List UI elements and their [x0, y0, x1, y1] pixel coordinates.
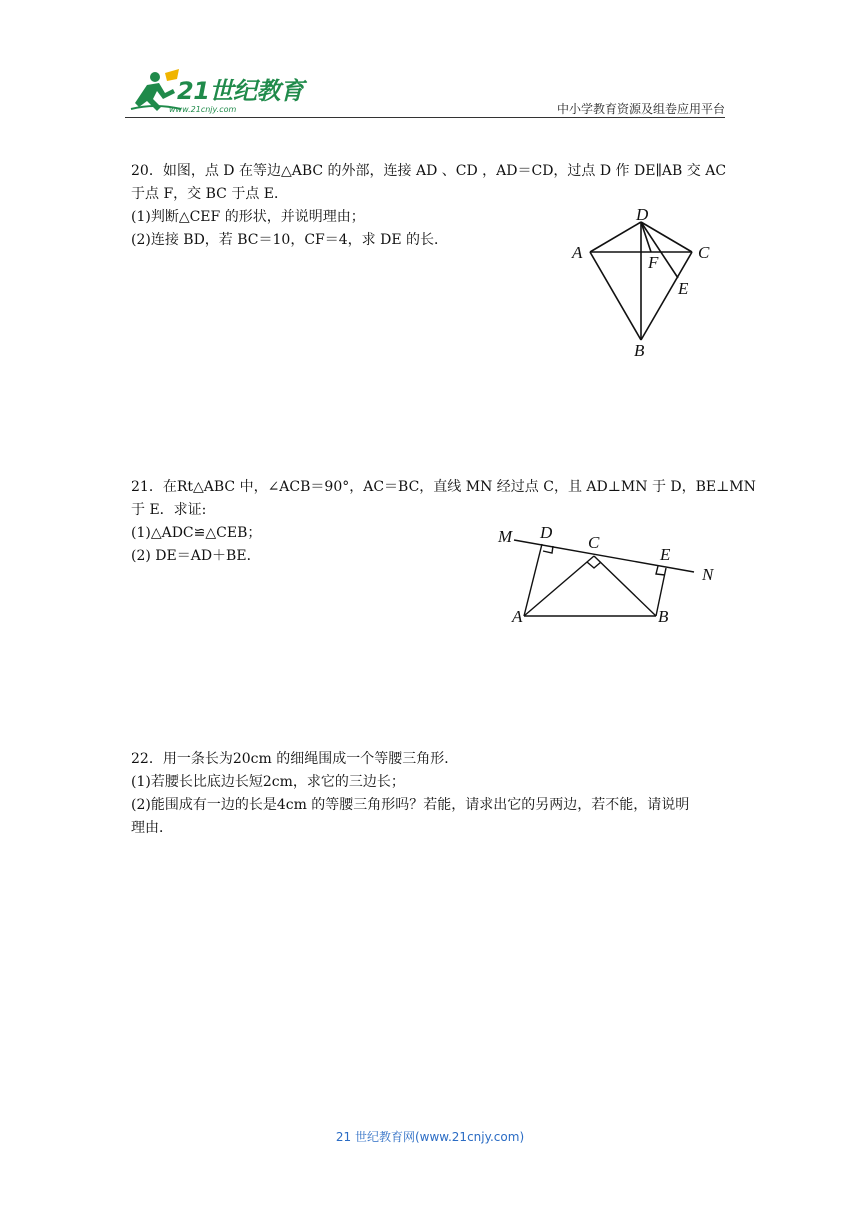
- question-22-line-4: 理由．: [131, 820, 173, 836]
- logo: [125, 67, 315, 115]
- figure-21-label-e: E: [660, 545, 671, 564]
- figure-20-label-a: A: [572, 243, 583, 262]
- figure-20-label-f: F: [648, 253, 659, 272]
- header-platform-title: 中小学教育资源及组卷应用平台: [556, 102, 725, 116]
- logo-url: www.21cnjy.com: [169, 105, 237, 114]
- question-21-line-2: 于 E．求证:: [131, 502, 207, 518]
- question-20-line-1: 20．如图，点 D 在等边△ABC 的外部，连接 AD 、CD ，AD＝CD，过点 D 作 DE∥AB 交 AC: [131, 163, 727, 179]
- figure-21-label-d: D: [540, 523, 553, 542]
- figure-20-diagram: [568, 200, 728, 362]
- question-20-line-2: 于点 F，交 BC 于点 E．: [131, 186, 288, 202]
- figure-21-label-a: A: [512, 607, 523, 626]
- question-22-part-1: (1)若腰长比底边长短2cm，求它的三边长；: [131, 774, 405, 790]
- figure-20-label-d: D: [636, 205, 649, 224]
- figure-20-label-e: E: [678, 279, 689, 298]
- figure-21-label-n: N: [702, 565, 714, 584]
- question-21-part-2: (2) DE＝AD＋BE．: [131, 548, 261, 564]
- question-22-part-2: (2)能围成有一边的长是4cm 的等腰三角形吗？若能，请求出它的另两边，若不能，请说明: [131, 797, 690, 813]
- question-20-part-1: (1)判断△CEF 的形状，并说明理由；: [131, 209, 365, 225]
- logo-text: 21世纪教育: [177, 77, 304, 105]
- figure-21-label-m: M: [498, 527, 513, 546]
- figure-21-diagram: [494, 520, 726, 628]
- question-21-part-1: (1)△ADC≌△CEB；: [131, 525, 262, 541]
- footer-link[interactable]: 21 世纪教育网(www.21cnjy.com): [335, 1130, 525, 1144]
- figure-20-label-b: B: [634, 341, 645, 360]
- page-header: [125, 62, 725, 120]
- header-divider: [125, 117, 725, 118]
- question-20-part-2: (2)连接 BD，若 BC＝10，CF＝4，求 DE 的长．: [131, 232, 448, 248]
- figure-21-label-c: C: [588, 533, 600, 552]
- figure-21-label-b: B: [658, 607, 669, 626]
- figure-20-label-c: C: [698, 243, 710, 262]
- question-22: [131, 748, 731, 840]
- figure-20-lines: [590, 222, 692, 340]
- question-21-line-1: 21．在Rt△ABC 中，∠ACB＝90°，AC＝BC，直线 MN 经过点 C，且 AD⊥MN 于 D，BE⊥MN: [131, 479, 756, 495]
- question-22-line-1: 22．用一条长为20cm 的细绳围成一个等腰三角形．: [131, 751, 459, 767]
